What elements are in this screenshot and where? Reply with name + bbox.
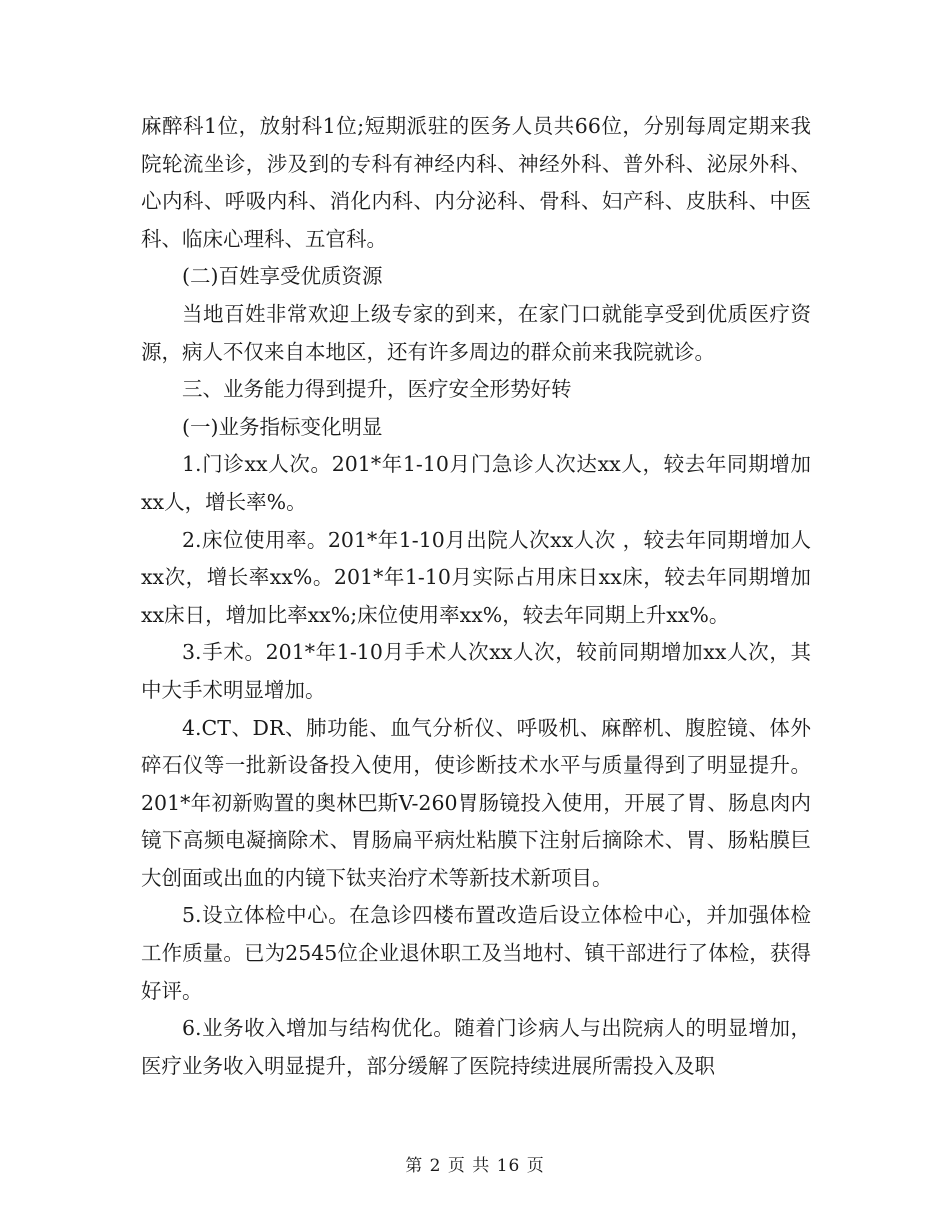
document-body: [141, 108, 811, 1085]
list-item-3: 3.手术。201*年1-10月手术人次xx人次，较前同期增加xx人次，其中大手术明显增加。: [141, 640, 811, 702]
subheading-2: (二)百姓享受优质资源: [182, 264, 383, 289]
section-heading-3: 三、业务能力得到提升，医疗安全形势好转: [182, 377, 572, 402]
page-number-footer: 第 2 页 共 16 页: [405, 1156, 545, 1176]
list-item-6: 6.业务收入增加与结构优化。随着门诊病人与出院病人的明显增加，医疗业务收入明显提升，部分缓解了医院持续进展所需投入及职: [141, 1016, 811, 1078]
paragraph-1: 麻醉科1位，放射科1位;短期派驻的医务人员共66位，分别每周定期来我院轮流坐诊，涉及到的专科有神经内科、神经外科、普外科、泌尿外科、心内科、呼吸内科、消化内科、内分泌科、骨科、妇产科、皮肤科、中医科、临床心理科、五官科。: [141, 114, 811, 251]
subheading-1: (一)业务指标变化明显: [182, 414, 383, 439]
paragraph-3: 当地百姓非常欢迎上级专家的到来，在家门口就能享受到优质医疗资源，病人不仅来自本地区，还有许多周边的群众前来我院就诊。: [141, 301, 811, 364]
list-item-2: 2.床位使用率。201*年1-10月出院人次xx人次 ，较去年同期增加人xx次，增长率xx%。201*年1-10月实际占用床日xx床，较去年同期增加xx床日，增加比率xx%;床位使用率xx%，较去年同期上升xx%。: [141, 527, 811, 627]
list-item-1: 1.门诊xx人次。201*年1-10月门急诊人次达xx人，较去年同期增加xx人，增长率%。: [141, 452, 811, 514]
list-item-5: 5.设立体检中心。在急诊四楼布置改造后设立体检中心，并加强体检工作质量。已为2545位企业退休职工及当地村、镇干部进行了体检，获得好评。: [141, 903, 811, 1003]
list-item-4: 4.CT、DR、肺功能、血气分析仪、呼吸机、麻醉机、腹腔镜、体外碎石仪等一批新设备投入使用，使诊断技术水平与质量得到了明显提升。201*年初新购置的奥林巴斯V-260胃肠镜投入使用，开展了胃、肠息肉内镜下高频电凝摘除术、胃肠扁平病灶粘膜下注射后摘除术、胃、肠粘膜巨大创面或出血的内镜下钛夹治疗术等新技术新项目。: [141, 715, 811, 890]
